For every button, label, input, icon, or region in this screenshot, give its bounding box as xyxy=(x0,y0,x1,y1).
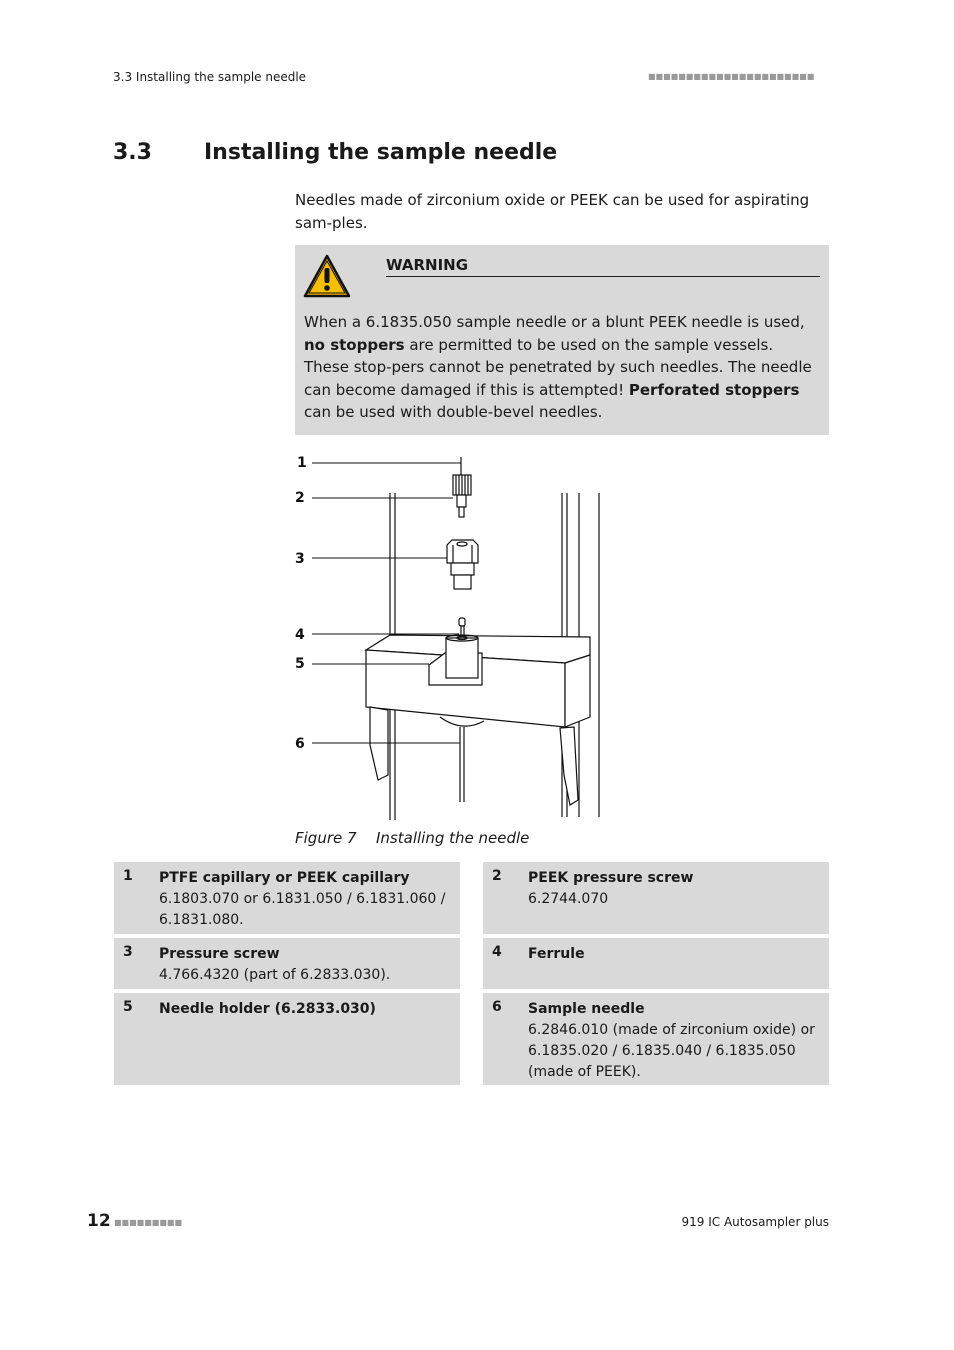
legend-title: Needle holder (6.2833.030) xyxy=(159,1001,376,1017)
intro-paragraph: Needles made of zirconium oxide or PEEK can be used for aspirating sam-ples. xyxy=(295,191,810,232)
legend-text xyxy=(528,944,823,965)
legend-number: 5 xyxy=(123,999,133,1015)
callout-6: 6 xyxy=(295,736,305,752)
legend-item xyxy=(114,862,460,934)
warning-text-part: are permitted to be used on the sample vessels. These stop-pers cannot be penetrated by such needles. The needle can become damaged if this is attempted! xyxy=(304,335,812,399)
legend-title: Sample needle xyxy=(528,1001,645,1017)
legend-number: 6 xyxy=(492,999,502,1015)
section-number: 3.3 xyxy=(113,140,152,165)
legend-item xyxy=(114,993,460,1085)
figure-caption-text: Installing the needle xyxy=(376,829,530,847)
warning-text-part: When a 6.1835.050 sample needle or a blunt PEEK needle is used, xyxy=(304,313,805,331)
legend-desc: 4.766.4320 (part of 6.2833.030). xyxy=(159,967,391,983)
legend-desc: 6.2846.010 (made of zirconium oxide) or 6.1835.020 / 6.1835.040 / 6.1835.050 (made of PEEK). xyxy=(528,1022,815,1080)
legend-desc: 6.2744.070 xyxy=(528,891,609,907)
warning-text-part: can be used with double-bevel needles. xyxy=(304,403,603,422)
running-header: 3.3 Installing the sample needle xyxy=(113,70,307,84)
warning-box xyxy=(295,245,829,435)
legend-number: 2 xyxy=(492,868,502,884)
legend-title: Ferrule xyxy=(528,946,585,962)
callout-1: 1 xyxy=(297,455,307,471)
callout-3: 3 xyxy=(295,551,305,567)
legend-number: 4 xyxy=(492,944,502,960)
page-number: 12 xyxy=(87,1211,111,1231)
section-heading xyxy=(113,140,557,165)
legend-item xyxy=(114,938,460,989)
callout-5: 5 xyxy=(295,656,305,672)
legend-desc: 6.1803.070 or 6.1831.050 / 6.1831.060 / 6.1831.080. xyxy=(159,891,446,928)
legend-title: PEEK pressure screw xyxy=(528,870,694,886)
figure-number: Figure 7 xyxy=(295,829,357,847)
warning-bold-perforated: Perforated stoppers xyxy=(628,380,800,399)
callout-2: 2 xyxy=(295,490,305,506)
legend-title: PTFE capillary or PEEK capillary xyxy=(159,870,410,886)
legend-text xyxy=(159,868,454,931)
needle-installation-figure xyxy=(290,445,620,825)
footer-dots: ■■■■■■■■■ xyxy=(114,1218,183,1227)
legend-text xyxy=(528,868,823,910)
warning-title: WARNING xyxy=(386,256,820,277)
legend-text xyxy=(159,944,454,986)
legend-item xyxy=(483,993,829,1085)
section-title: Installing the sample needle xyxy=(204,140,558,165)
header-dots: ■■■■■■■■■■■■■■■■■■■■■■ xyxy=(648,72,815,81)
legend-number: 1 xyxy=(123,868,133,884)
figure-caption xyxy=(295,829,529,847)
legend-item xyxy=(483,862,829,934)
callout-4: 4 xyxy=(295,627,305,643)
legend-text xyxy=(528,999,823,1083)
legend-number: 3 xyxy=(123,944,133,960)
warning-bold-no-stoppers: no stoppers xyxy=(304,335,405,354)
warning-triangle-icon xyxy=(303,254,351,298)
product-name: 919 IC Autosampler plus xyxy=(681,1215,829,1229)
legend-text xyxy=(159,999,454,1020)
legend-title: Pressure screw xyxy=(159,946,280,962)
legend-item xyxy=(483,938,829,989)
warning-text xyxy=(304,311,819,424)
